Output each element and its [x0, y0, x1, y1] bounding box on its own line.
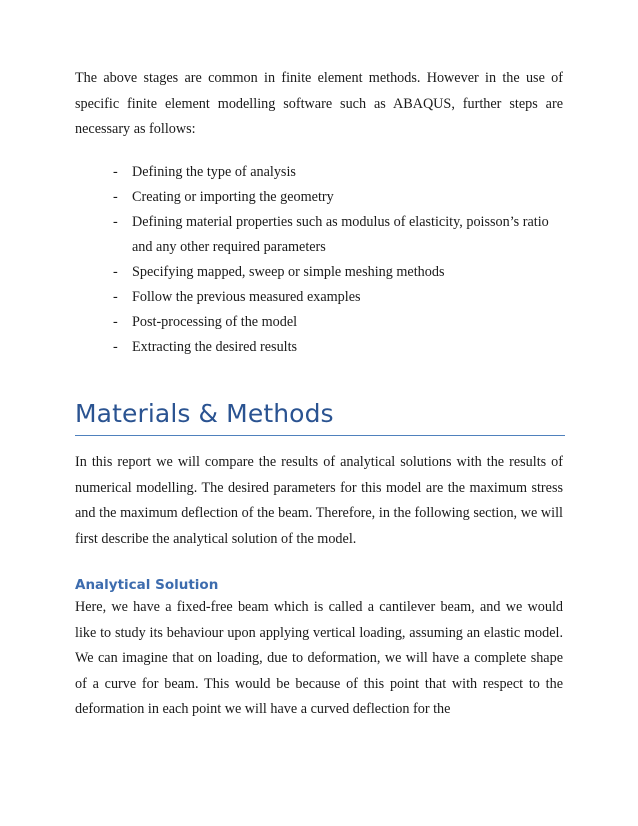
list-marker: -: [113, 264, 118, 280]
section-heading: Materials & Methods: [75, 399, 334, 428]
list-item: [113, 160, 563, 185]
intro-paragraph: The above stages are common in finite element methods. However in the use of specific finite element modelling software such as ABAQUS, further steps are necessary as follows:: [75, 70, 563, 137]
list-item-text: Extracting the desired results: [132, 339, 298, 355]
heading-underline: [75, 435, 565, 436]
list-marker: -: [113, 289, 118, 305]
list-item-text: Defining material properties such as modulus of elasticity, poisson’s ratio and any other required parameters: [132, 214, 549, 255]
list-marker: -: [113, 339, 118, 355]
list-item-text: Post-processing of the model: [132, 314, 298, 330]
list-marker: -: [113, 314, 118, 330]
list-item: [113, 335, 563, 360]
list-marker: -: [113, 164, 118, 180]
list-item: [113, 185, 563, 210]
subsection-paragraph: Here, we have a fixed-free beam which is called a cantilever beam, and we would like to study its behaviour upon applying vertical loading, assuming an elastic model. We can imagine that on loading, due to deformation, we will have a complete shape of a curve for beam. This would be because of this point that with respect to the deformation in each point we will have a curved deflection for the: [75, 599, 563, 717]
list-marker: -: [113, 214, 118, 230]
steps-list: [113, 160, 563, 360]
section-paragraph: In this report we will compare the results of analytical solutions with the results of numerical modelling. The desired parameters for this model are the maximum stress and the maximum deflection of the beam. Therefore, in the following section, we will first describe the analytical solution of the model.: [75, 454, 563, 547]
list-item: [113, 260, 563, 285]
list-item-text: Specifying mapped, sweep or simple meshing methods: [132, 264, 445, 280]
list-item-text: Defining the type of analysis: [132, 164, 296, 180]
list-item: [113, 210, 563, 260]
list-item-text: Creating or importing the geometry: [132, 189, 334, 205]
list-item: [113, 310, 563, 335]
list-item-text: Follow the previous measured examples: [132, 289, 361, 305]
subsection-heading: Analytical Solution: [75, 577, 219, 593]
list-marker: -: [113, 189, 118, 205]
list-item: [113, 285, 563, 310]
